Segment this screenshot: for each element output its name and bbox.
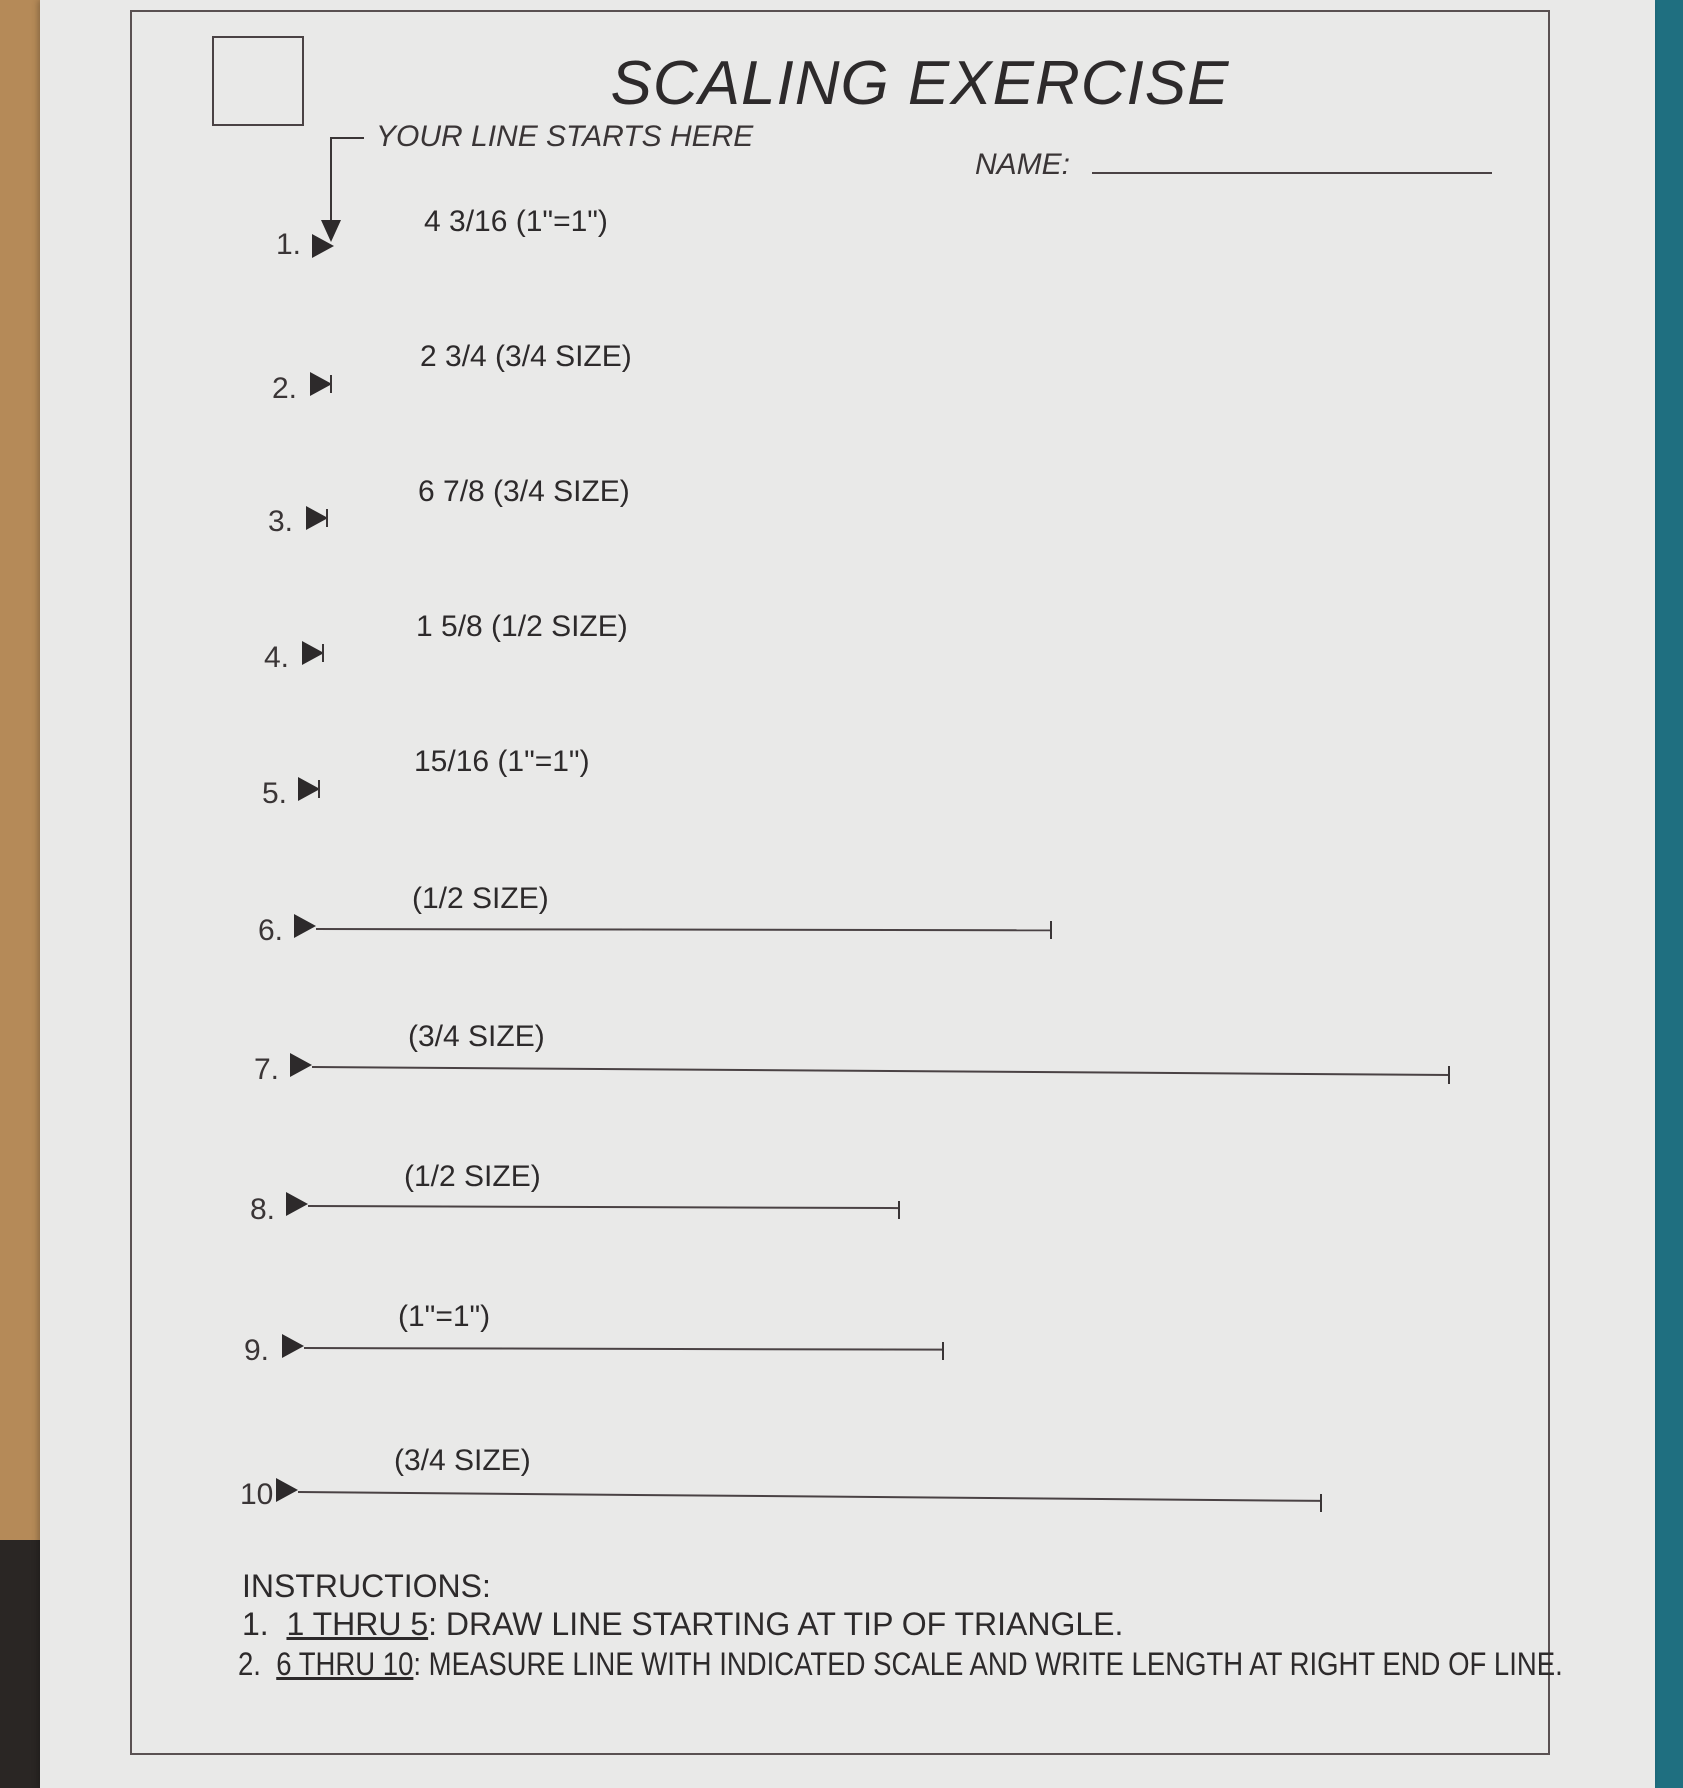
instruction-step-1 (242, 1606, 1123, 1643)
page-title: SCALING EXERCISE (610, 49, 1230, 118)
end-tick (942, 1342, 944, 1360)
item-number: 9. (244, 1334, 270, 1367)
item-number: 8. (250, 1193, 276, 1226)
teal-folder-edge (1652, 0, 1683, 1788)
item-number: 3. (268, 505, 294, 538)
start-tick (326, 509, 328, 527)
item-number: 10 (240, 1478, 274, 1511)
item-spec: 4 3/16 (1"=1") (424, 205, 608, 238)
line-start-hint: YOUR LINE STARTS HERE (376, 120, 754, 153)
hint-arrow-stem (330, 137, 332, 225)
end-tick (1448, 1066, 1450, 1084)
corner-box (212, 36, 304, 126)
step-range: 6 THRU 10 (276, 1646, 414, 1682)
step-number: 2. (238, 1646, 261, 1682)
start-triangle-icon (306, 506, 328, 530)
step-text: : MEASURE LINE WITH INDICATED SCALE AND WRITE LENGTH AT RIGHT END OF LINE. (413, 1646, 1563, 1682)
item-number: 5. (262, 777, 288, 810)
name-field[interactable] (1092, 172, 1492, 174)
item-number: 7. (254, 1053, 280, 1086)
start-triangle-icon (276, 1478, 298, 1502)
start-triangle-icon (290, 1053, 312, 1077)
item-spec: (1"=1") (398, 1300, 491, 1333)
item-spec: (1/2 SIZE) (412, 882, 549, 915)
item-spec: 1 5/8 (1/2 SIZE) (416, 610, 628, 643)
instruction-step-2 (238, 1646, 1563, 1683)
start-triangle-icon (286, 1192, 308, 1216)
item-spec: 6 7/8 (3/4 SIZE) (418, 475, 630, 508)
item-spec: (1/2 SIZE) (404, 1160, 541, 1193)
item-spec: 2 3/4 (3/4 SIZE) (420, 340, 632, 373)
start-triangle-icon (310, 372, 332, 396)
hint-arrow-line (330, 137, 364, 139)
name-label: NAME: (975, 148, 1071, 181)
item-number: 6. (258, 914, 284, 947)
end-tick (1050, 921, 1052, 939)
start-triangle-icon (312, 234, 334, 258)
start-tick (318, 780, 320, 798)
step-text: : DRAW LINE STARTING AT TIP OF TRIANGLE. (428, 1606, 1124, 1642)
item-number: 4. (264, 641, 290, 674)
item-number: 2. (272, 372, 298, 405)
end-tick (898, 1201, 900, 1219)
item-number: 1. (276, 228, 302, 261)
start-triangle-icon (282, 1334, 304, 1358)
instructions-heading: INSTRUCTIONS: (242, 1568, 491, 1604)
start-triangle-icon (298, 777, 320, 801)
start-tick (330, 375, 332, 393)
step-range: 1 THRU 5 (286, 1606, 429, 1642)
end-tick (1320, 1494, 1322, 1512)
item-spec: (3/4 SIZE) (408, 1020, 545, 1053)
item-spec: (3/4 SIZE) (394, 1444, 531, 1477)
step-number: 1. (242, 1606, 269, 1642)
start-triangle-icon (294, 914, 316, 938)
item-spec: 15/16 (1"=1") (414, 745, 590, 778)
start-tick (322, 644, 324, 662)
start-triangle-icon (302, 641, 324, 665)
